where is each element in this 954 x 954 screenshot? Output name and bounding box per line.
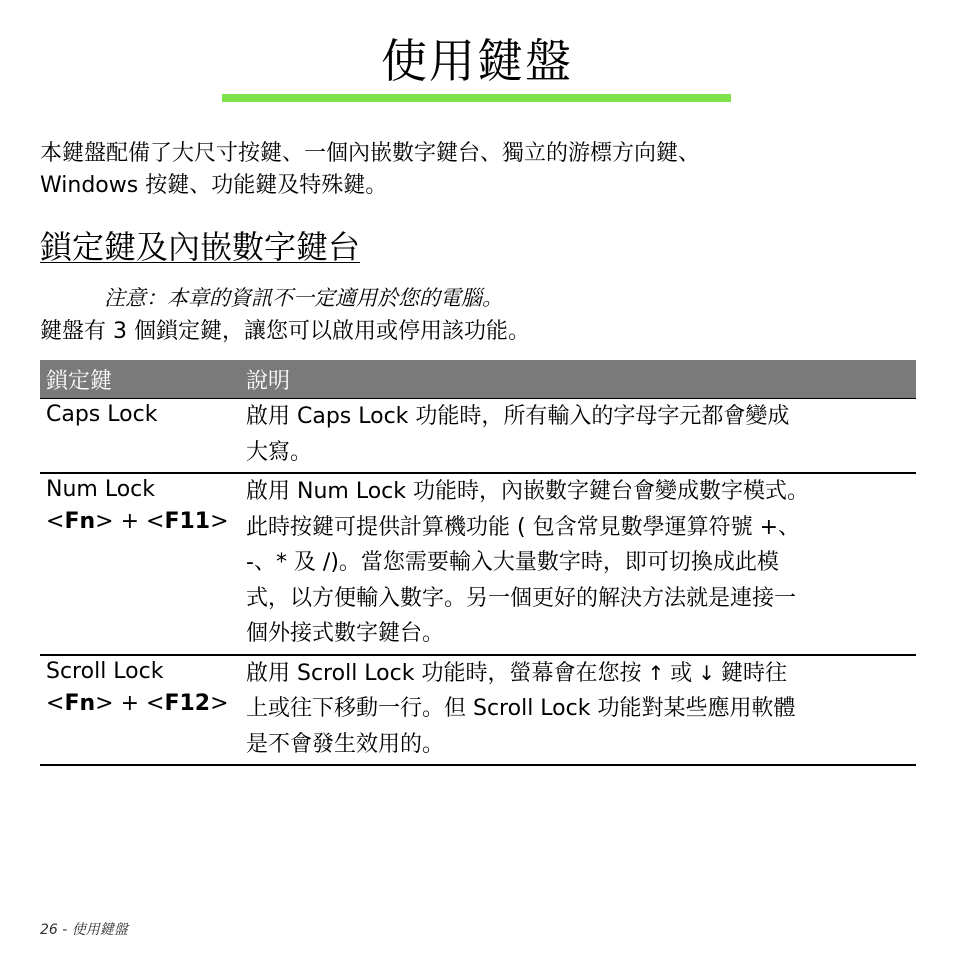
description-text: 或 [670, 660, 693, 686]
table-row [40, 399, 916, 474]
combo-plus: > + < [95, 509, 165, 534]
description-cell [240, 655, 916, 766]
combo-fn: Fn [64, 509, 96, 534]
title-underline-bar [222, 94, 731, 102]
description-line: 啟用 Scroll Lock 功能時，螢幕會在您按 [246, 660, 642, 686]
table-row [40, 473, 916, 655]
description-line: -、* 及 /)。當您需要輸入大量數字時，即可切換成此模 [246, 550, 779, 575]
key-combo [46, 509, 229, 534]
header-lock-key: 鎖定鍵 [40, 360, 240, 399]
intro-line-2: Windows 按鍵、功能鍵及特殊鍵。 [40, 173, 388, 198]
combo-fkey: F12 [164, 690, 211, 716]
note-text: 注意：本章的資訊不一定適用於您的電腦。 [104, 286, 503, 310]
intro-line-1: 本鍵盤配備了大尺寸按鍵、一個內嵌數字鍵台、獨立的游標方向鍵、 [40, 141, 701, 166]
description-line: 大寫。 [246, 439, 313, 465]
description-line: 此時按鍵可提供計算機功能 ( 包含常見數學運算符號 +、 [246, 514, 800, 540]
combo-bracket: > [210, 690, 229, 716]
key-cell [40, 655, 240, 766]
section-title: 鎖定鍵及內嵌數字鍵台 [40, 228, 361, 266]
description-line: 啟用 Caps Lock 功能時，所有輸入的字母字元都會變成 [246, 404, 790, 429]
key-cell [40, 473, 240, 655]
description-line: 是不會發生效用的。 [246, 731, 445, 757]
key-cell [40, 399, 240, 474]
page-title: 使用鍵盤 [381, 34, 573, 88]
header-description: 說明 [240, 360, 916, 399]
key-name: Num Lock [46, 477, 155, 502]
description-text: 鍵時往 [721, 660, 788, 686]
table-row [40, 655, 916, 766]
lock-keys-table [40, 360, 916, 766]
key-name: Caps Lock [46, 402, 158, 427]
lock-keys-intro: 鍵盤有 3 個鎖定鍵，讓您可以啟用或停用該功能。 [40, 319, 530, 344]
arrow-down-icon: ↓ [698, 660, 715, 685]
description-line: 式，以方便輸入數字。另一個更好的解決方法就是連接一 [246, 585, 797, 611]
combo-bracket: < [46, 690, 65, 716]
arrow-up-icon: ↑ [647, 660, 665, 685]
combo-fkey: F11 [164, 509, 211, 534]
table-header-row [40, 360, 916, 399]
description-cell [240, 399, 916, 474]
description-line: 啟用 Num Lock 功能時，內嵌數字鍵台會變成數字模式。 [246, 479, 809, 504]
page-footer: 26 - 使用鍵盤 [40, 922, 128, 938]
intro-paragraph [40, 138, 920, 202]
description-cell [240, 473, 916, 655]
combo-bracket: > [210, 509, 229, 534]
combo-plus: > + < [95, 690, 165, 716]
key-name: Scroll Lock [46, 658, 164, 684]
key-combo [46, 691, 229, 716]
description-line: 個外接式數字鍵台。 [246, 621, 445, 646]
combo-fn: Fn [64, 690, 96, 716]
combo-bracket: < [46, 509, 65, 534]
description-line: 上或往下移動一行。但 Scroll Lock 功能對某些應用軟體 [246, 696, 796, 721]
